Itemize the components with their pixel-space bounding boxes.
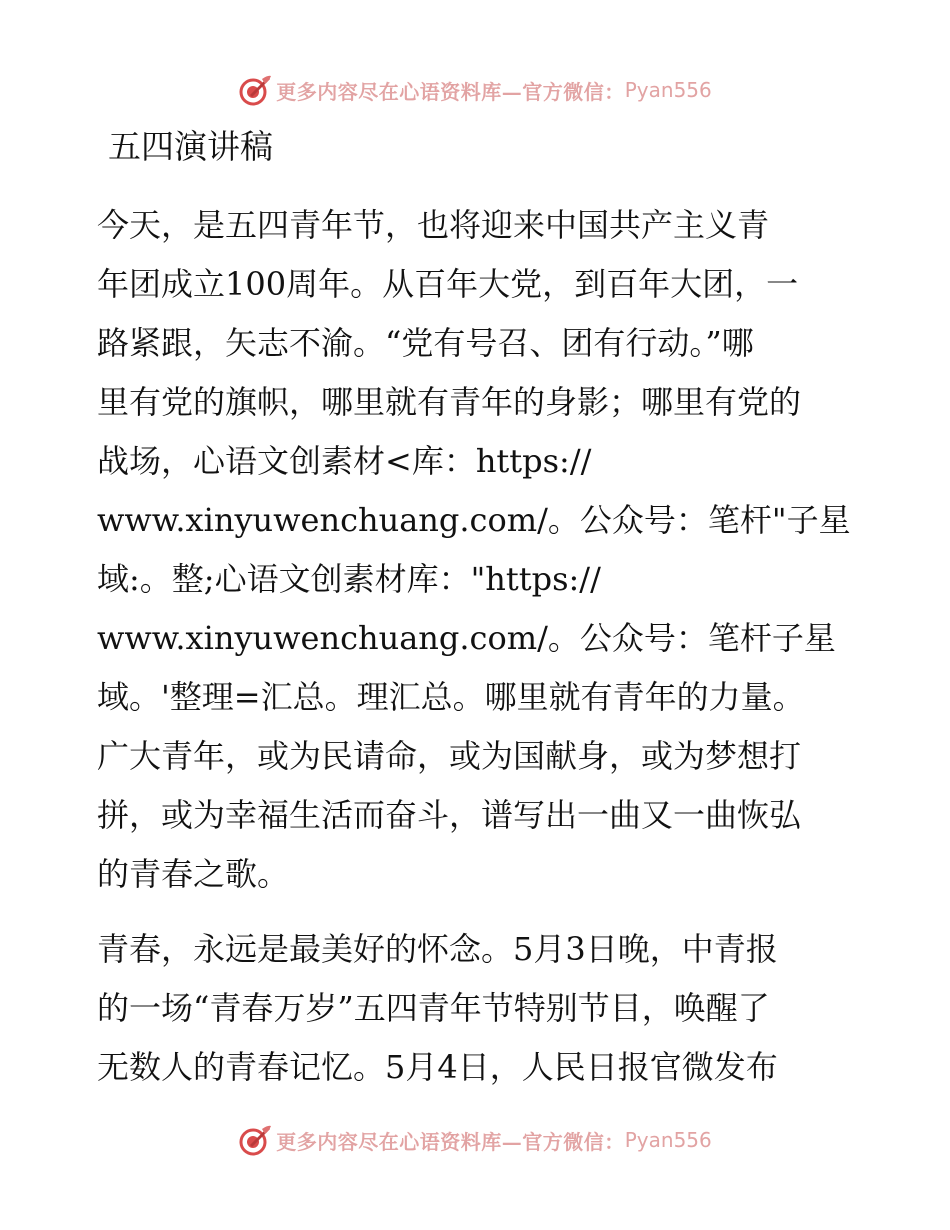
text-line: 的一场“青春万岁”五四青年节特别节目，唤醒了 xyxy=(97,989,770,1027)
text-line: 域:。整;心语文创素材库："https:// xyxy=(97,560,601,598)
text-line: www.xinyuwenchuang.com/。公众号：笔杆"子星 xyxy=(97,501,851,539)
banner-wechat-id: Pyan556 xyxy=(624,78,712,102)
feather-pen-logo-icon xyxy=(238,73,272,107)
text-line: 青春，永远是最美好的怀念。5月3日晚，中青报 xyxy=(97,930,778,968)
text-line: 路紧跟，矢志不渝。“党有号召、团有行动。”哪 xyxy=(97,324,754,362)
banner-wechat-id: Pyan556 xyxy=(624,1128,712,1152)
text-line: 无数人的青春记忆。5月4日，人民日报官微发布 xyxy=(97,1048,778,1086)
header-banner xyxy=(0,70,950,110)
text-line: 战场，心语文创素材<库：https:// xyxy=(97,442,592,480)
text-line: 年团成立100周年。从百年大党，到百年大团，一 xyxy=(97,265,799,303)
banner-text: 更多内容尽在心语资料库—官方微信： xyxy=(276,1129,625,1154)
text-line: 今天，是五四青年节，也将迎来中国共产主义青 xyxy=(97,206,770,244)
footer-banner xyxy=(0,1120,950,1160)
document-body xyxy=(97,196,857,1097)
text-line: 拼，或为幸福生活而奋斗，谱写出一曲又一曲恢弘 xyxy=(97,796,802,834)
text-line: 域。'整理=汇总。理汇总。哪里就有青年的力量。 xyxy=(97,678,805,716)
banner-text: 更多内容尽在心语资料库—官方微信： xyxy=(276,79,625,104)
text-line: 广大青年，或为民请命，或为国献身，或为梦想打 xyxy=(97,737,802,775)
document-title: 五四演讲稿 xyxy=(108,127,273,166)
feather-pen-logo-icon xyxy=(238,1123,272,1157)
text-line: 的青春之歌。 xyxy=(97,855,290,893)
text-line: 里有党的旗帜，哪里就有青年的身影；哪里有党的 xyxy=(97,383,802,421)
text-line: www.xinyuwenchuang.com/。公众号：笔杆子星 xyxy=(97,619,836,657)
paragraph-gap xyxy=(97,904,857,920)
paragraph-1 xyxy=(97,196,857,904)
paragraph-2 xyxy=(97,920,857,1097)
